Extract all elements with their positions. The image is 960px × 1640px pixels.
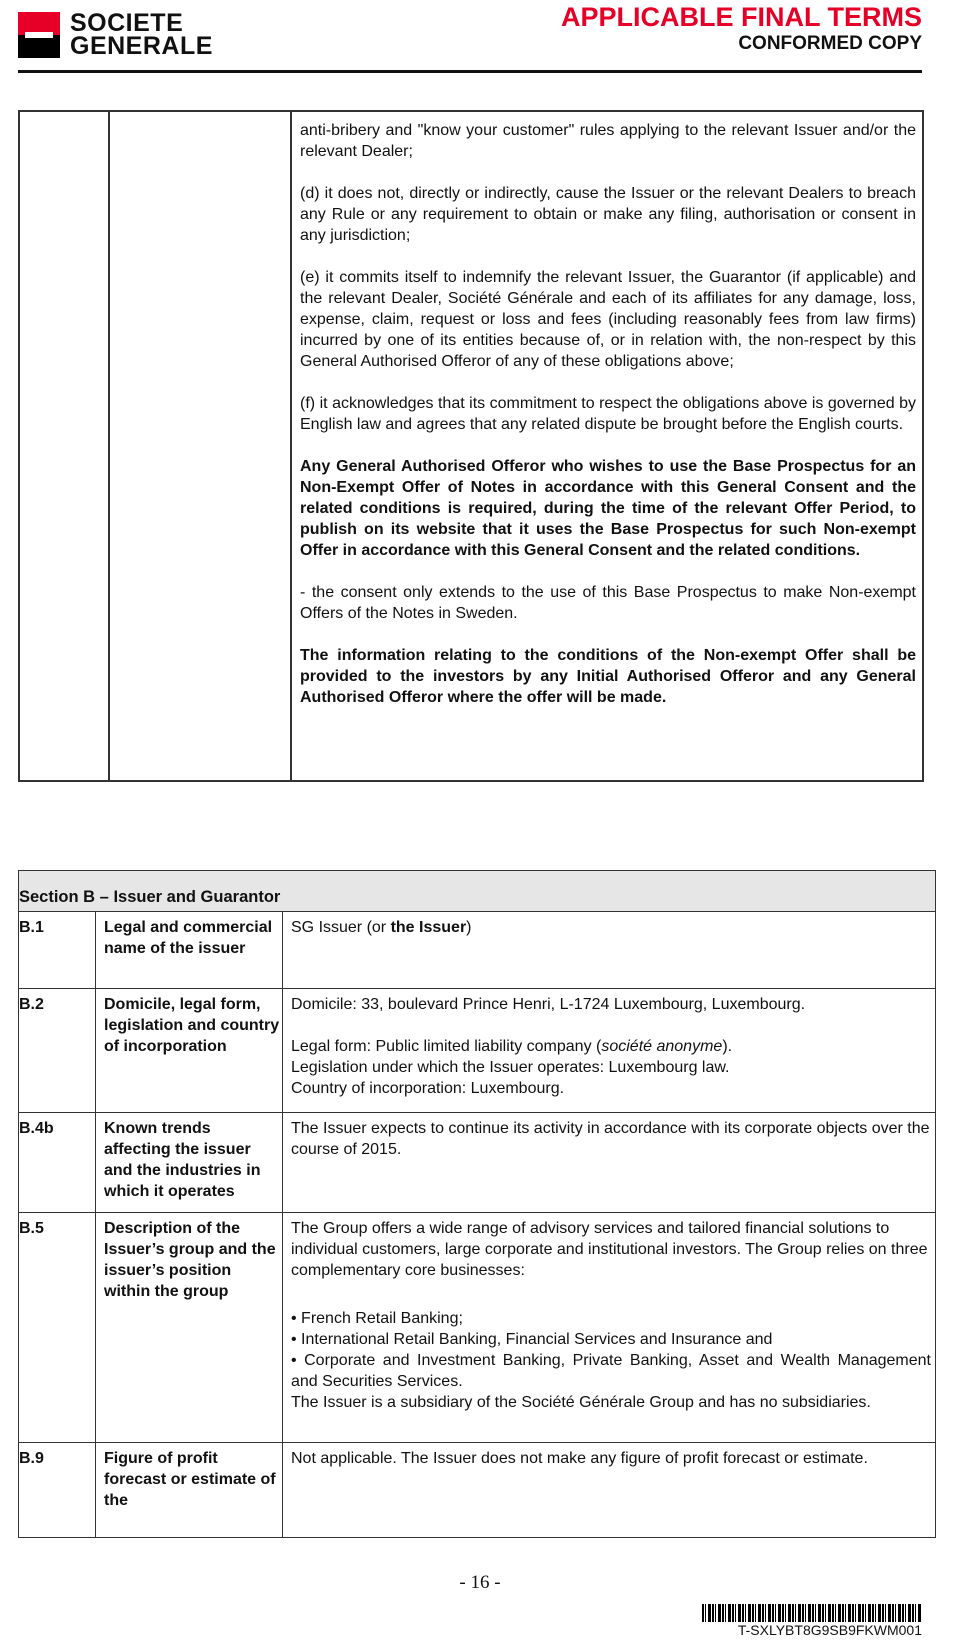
element-code: B.2 [19,996,44,1013]
section-b-title: Section B – Issuer and Guarantor [19,888,281,906]
element-code: B.1 [19,919,44,936]
legal-form: Legal form: Public limited liability company (société anonyme). [291,1038,733,1055]
table-row-b5 [19,1212,935,1443]
element-code: B.5 [19,1220,44,1237]
logo-mark-icon [18,12,60,58]
page-number: - 16 - [459,1572,501,1593]
column-divider [108,112,110,780]
paragraph-e: (e) it commits itself to indemnify the relevant Issuer, the Guarantor (if applicable) and the relevant Dealer, Société Générale and each of its affiliates for any damage, loss, expense, claim, request or loss and fees (including reasonably fees from law firms) incurred by one of its entities because of, or in relation with, the non-respect by this General Authorised Offeror of any of these obligations above; [300,269,916,370]
bullet-item: • Corporate and Investment Banking, Private Banking, Asset and Wealth Management and Securities Services. [291,1352,931,1390]
domicile: Domicile: 33, boulevard Prince Henri, L-1724 Luxembourg, Luxembourg. [291,996,806,1013]
continuation-table [18,110,924,782]
element-code: B.4b [19,1120,54,1137]
table-row-b1 [19,911,935,989]
column-divider [290,112,292,780]
table-row-b9 [19,1442,935,1537]
bullet-item: • International Retail Banking, Financial Services and Insurance and [291,1331,773,1348]
header-titles [561,2,922,56]
group-closing: The Issuer is a subsidiary of the Société Générale Group and has no subsidiaries. [291,1394,871,1411]
element-label: Domicile, legal form, legislation and country of incorporation [104,996,280,1055]
logo-text [70,9,213,60]
table-row-b4b [19,1112,935,1213]
section-b-table [18,870,936,1538]
element-label: Figure of profit forecast or estimate of the [104,1450,276,1509]
element-text: SG Issuer (or the Issuer) [291,919,472,936]
barcode-icon [702,1604,922,1622]
legislation: Legislation under which the Issuer operates: Luxembourg law. [291,1059,730,1076]
paragraph-anti-bribery: anti-bribery and "know your customer" rules applying to the relevant Issuer and/or the relevant Dealer; [300,122,916,160]
element-text [291,1218,931,1413]
element-label: Legal and commercial name of the issuer [104,919,273,957]
general-offeror-obligation: Any General Authorised Offeror who wishes to use the Base Prospectus for an Non-Exempt Offer of Notes in accordance with this General Consent and the related conditions is required, during the time of the relevant Offer Period, to publish on its website that it uses the Base Prospectus for such Non-exempt Offer in accordance with this General Consent and the related conditions. [300,458,916,559]
element-label: Known trends affecting the issuer and the industries in which it operates [104,1120,261,1200]
logo-line-1: SOCIETE [70,9,184,37]
element-text [291,994,931,1099]
country: Country of incorporation: Luxembourg. [291,1080,565,1097]
document-subtitle: CONFORMED COPY [738,33,922,54]
societe-generale-logo [18,9,258,60]
section-b-header [19,871,935,912]
element-text: The Issuer expects to continue its activity in accordance with its corporate objects over the course of 2015. [291,1120,930,1158]
paragraph-f: (f) it acknowledges that its commitment to respect the obligations above is governed by English law and agrees that any related dispute be brought before the English courts. [300,395,916,433]
consent-scope: - the consent only extends to the use of this Base Prospectus to make Non-exempt Offers of the Notes in Sweden. [300,584,916,622]
document-title: APPLICABLE FINAL TERMS [560,2,922,32]
continuation-text [300,120,916,729]
table-row-b2 [19,988,935,1113]
logo-line-2: GENERALE [70,32,213,60]
bullet-item: • French Retail Banking; [291,1310,463,1327]
group-intro: The Group offers a wide range of advisory services and tailored financial solutions to individual customers, large corporate and institutional investors. The Group relies on three complementary core businesses: [291,1220,928,1279]
element-label: Description of the Issuer’s group and the issuer’s position within the group [104,1220,276,1300]
header-divider [18,70,922,73]
element-text: Not applicable. The Issuer does not make any figure of profit forecast or estimate. [291,1450,868,1467]
offer-conditions-note: The information relating to the conditions of the Non-exempt Offer shall be provided to the investors by any Initial Authorised Offeror and any General Authorised Offeror where the offer will be made. [300,647,916,706]
paragraph-d: (d) it does not, directly or indirectly, cause the Issuer or the relevant Dealers to breach any Rule or any requirement to obtain or make any filing, authorisation or consent in any jurisdiction; [300,185,916,244]
element-code: B.9 [19,1450,44,1467]
document-id: T-SXLYBT8G9SB9FKWM001 [737,1622,922,1638]
